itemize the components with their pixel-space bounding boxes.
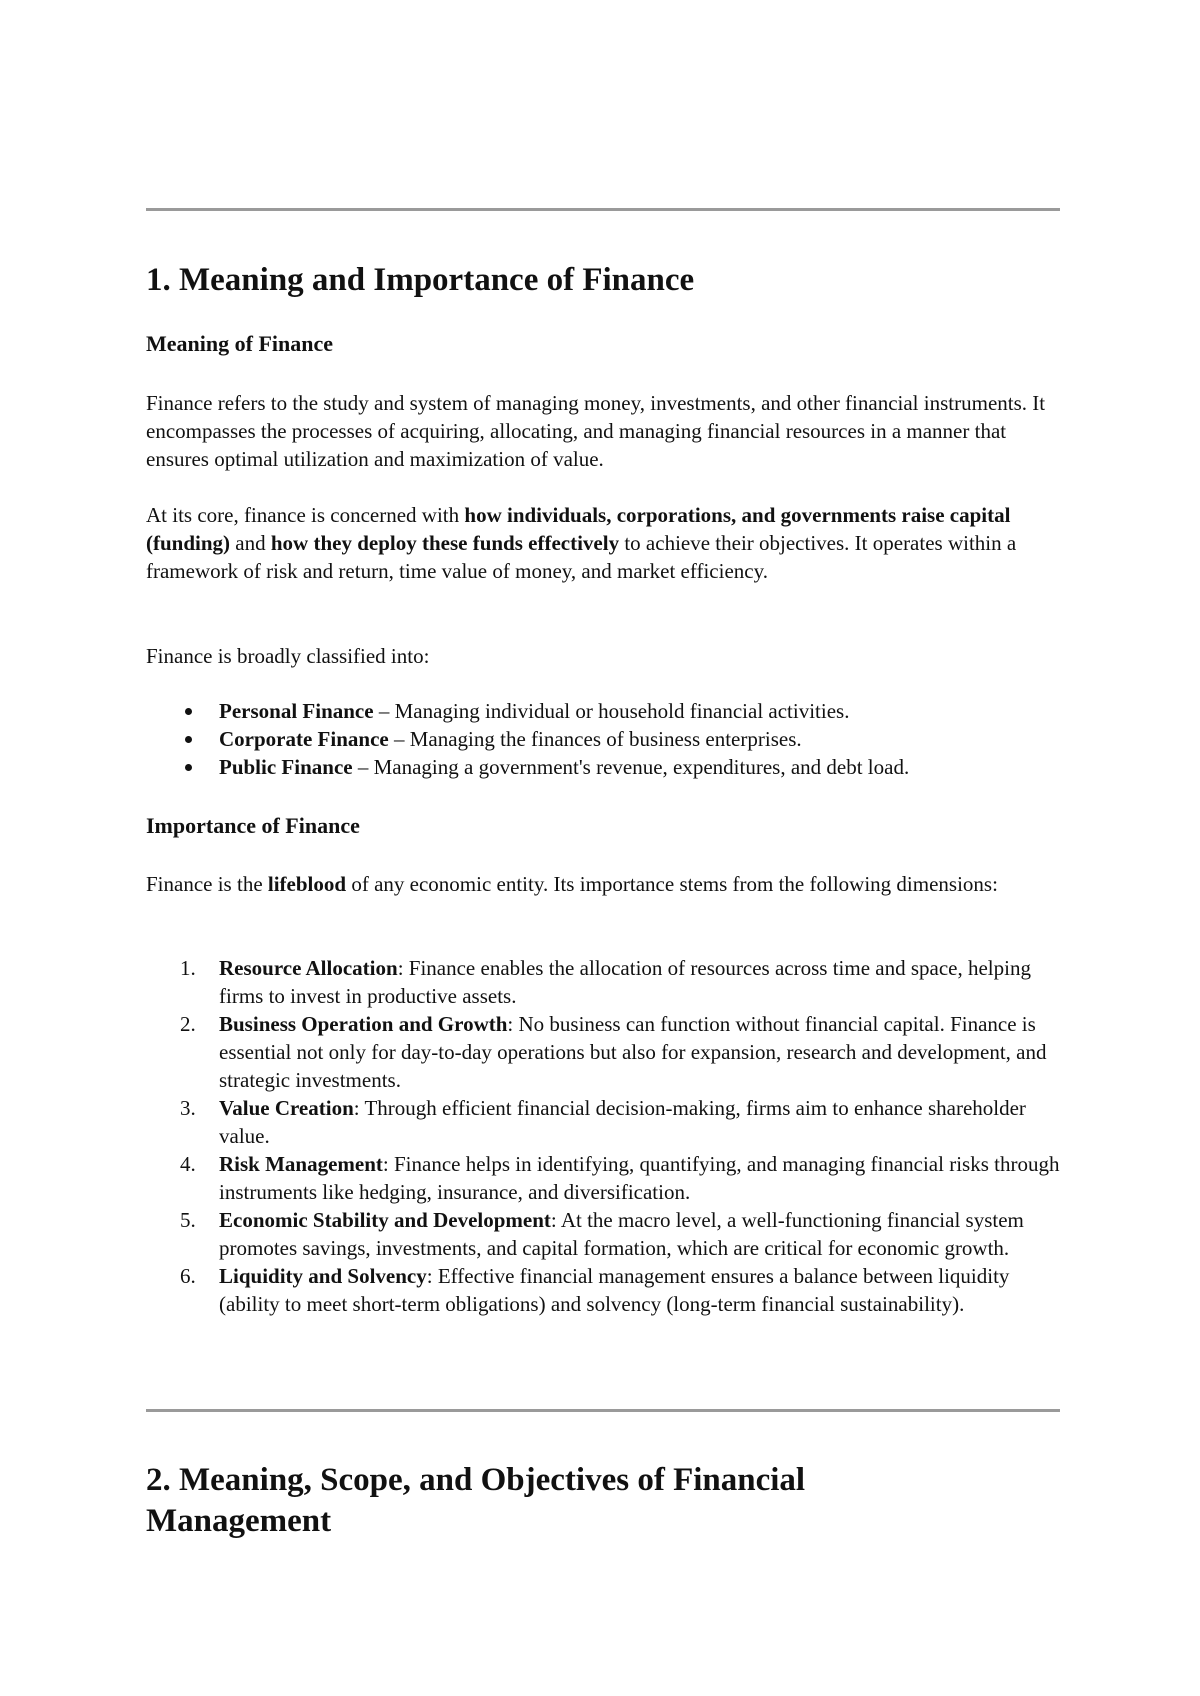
item-desc: : Through efficient financial decision-making, firms aim to enhance shareholder value. bbox=[219, 1096, 1026, 1148]
item-term: Resource Allocation bbox=[219, 956, 398, 980]
item-term: Economic Stability and Development bbox=[219, 1208, 551, 1232]
importance-list bbox=[146, 954, 1060, 1318]
finance-classes-list bbox=[146, 697, 1060, 781]
item-number: 3. bbox=[180, 1096, 196, 1120]
section-2-heading bbox=[146, 1460, 1060, 1542]
item-term: Risk Management bbox=[219, 1152, 383, 1176]
list-item bbox=[146, 1262, 1060, 1318]
item-number: 2. bbox=[180, 1012, 196, 1036]
list-item bbox=[146, 954, 1060, 1010]
importance-intro-text-b: of any economic entity. Its importance stems from the following dimensions: bbox=[346, 872, 998, 896]
class-desc: – Managing a government's revenue, expenditures, and debt load. bbox=[352, 755, 910, 779]
class-term: Personal Finance bbox=[219, 699, 374, 723]
list-item bbox=[146, 1010, 1060, 1094]
meaning-paragraph-2-text-a: At its core, finance is concerned with bbox=[146, 503, 465, 527]
importance-of-finance-heading: Importance of Finance bbox=[146, 813, 360, 838]
bullet-dot-icon bbox=[185, 736, 192, 743]
section-2-heading-line-1: 2. Meaning, Scope, and Objectives of Financial bbox=[146, 1462, 806, 1498]
list-item bbox=[146, 725, 1060, 753]
bullet-dot-icon bbox=[185, 764, 192, 771]
item-number: 1. bbox=[180, 956, 196, 980]
importance-intro-text-a: Finance is the bbox=[146, 872, 268, 896]
meaning-paragraph-2-text-c: to achieve their objectives. It operates within a framework of risk and return, time value of money, and market efficiency. bbox=[146, 531, 1017, 583]
bullet-dot-icon bbox=[185, 708, 192, 715]
item-term: Value Creation bbox=[219, 1096, 354, 1120]
section-1-heading: 1. Meaning and Importance of Finance bbox=[146, 262, 695, 298]
meaning-of-finance-heading: Meaning of Finance bbox=[146, 331, 333, 356]
item-term: Liquidity and Solvency bbox=[219, 1264, 427, 1288]
meaning-paragraph-2-bold-b: how they deploy these funds effectively bbox=[270, 531, 620, 555]
item-number: 6. bbox=[180, 1264, 196, 1288]
list-item bbox=[146, 1150, 1060, 1206]
item-desc: : Finance enables the allocation of resources across time and space, helping firms to invest in productive assets. bbox=[219, 956, 1031, 1008]
horizontal-rule-top bbox=[146, 208, 1060, 211]
meaning-paragraph-2-bold-a: how individuals, corporations, and governments raise capital (funding) bbox=[146, 503, 1011, 555]
meaning-paragraph-1: Finance refers to the study and system of managing money, investments, and other financial instruments. It encompasses the processes of acquiring, allocating, and managing financial resources in a manner that ensures optimal utilization and maximization of value. bbox=[146, 391, 1046, 471]
list-item bbox=[146, 1094, 1060, 1150]
class-desc: – Managing the finances of business enterprises. bbox=[388, 727, 802, 751]
section-2-heading-line-2: Management bbox=[146, 1503, 332, 1539]
class-term: Public Finance bbox=[219, 755, 353, 779]
horizontal-rule-middle bbox=[146, 1409, 1060, 1412]
item-desc: : Finance helps in identifying, quantifying, and managing financial risks through instruments like hedging, insurance, and diversification. bbox=[219, 1152, 1060, 1204]
item-desc: : No business can function without financial capital. Finance is essential not only for day-to-day operations but also for expansion, research and development, and strategic investments. bbox=[219, 1012, 1047, 1092]
classification-intro: Finance is broadly classified into: bbox=[146, 644, 430, 668]
item-number: 5. bbox=[180, 1208, 196, 1232]
item-term: Business Operation and Growth bbox=[219, 1012, 508, 1036]
item-number: 4. bbox=[180, 1152, 196, 1176]
list-item bbox=[146, 1206, 1060, 1262]
meaning-paragraph-2-text-b: and bbox=[230, 531, 271, 555]
class-term: Corporate Finance bbox=[219, 727, 389, 751]
importance-intro bbox=[146, 870, 1060, 898]
meaning-paragraph-2 bbox=[146, 501, 1060, 585]
list-item bbox=[146, 753, 1060, 781]
item-desc: : Effective financial management ensures a balance between liquidity (ability to meet short-term obligations) and solvency (long-term financial sustainability). bbox=[219, 1264, 1010, 1316]
class-desc: – Managing individual or household financial activities. bbox=[373, 699, 850, 723]
importance-intro-bold: lifeblood bbox=[267, 872, 347, 896]
list-item bbox=[146, 697, 1060, 725]
item-desc: : At the macro level, a well-functioning financial system promotes savings, investments, and capital formation, which are critical for economic growth. bbox=[219, 1208, 1024, 1260]
